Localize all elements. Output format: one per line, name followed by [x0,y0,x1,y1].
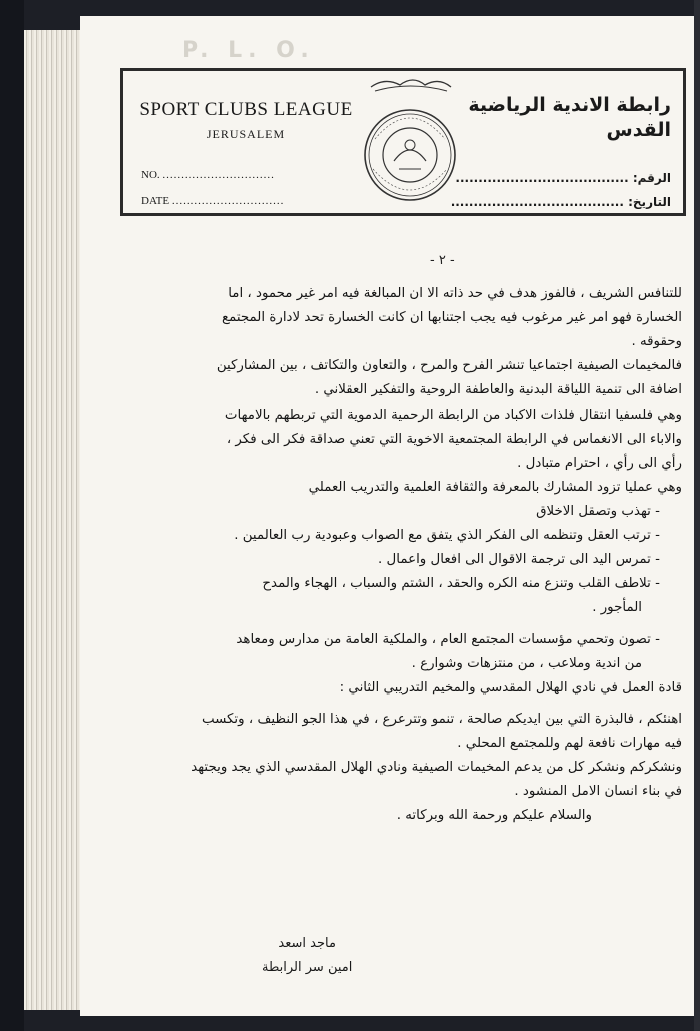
signature-block [262,932,352,980]
body-line: فالمخيمات الصيفية اجتماعيا تنشر الفرح والمرح ، والتعاون والتكاتف ، بين المشاركين [216,358,682,373]
bullet-line: - تهذب وتصقل الاخلاق [120,500,682,524]
ar-date-dots: ...................................... [450,195,624,209]
body-line: فيه مهارات نافعة لهم وللمجتمع المحلي . [457,736,682,751]
letterhead-date-field [141,195,284,207]
bleed-through-text: P. L. O. [182,38,315,63]
date-dots: .............................. [171,195,285,207]
body-line: رأي الى رأي ، احترام متبادل . [517,456,682,471]
body-line: المأجور . [592,600,642,615]
body-line: من اندية وملاعب ، من منتزهات وشوارع . [411,656,642,671]
body-line: اهنئكم ، فالبذرة التي بين ايديكم صالحة ، تنمو وتترعرع ، في هذا الجو النظيف ، وتكسب [201,712,682,727]
letterhead-english [133,99,359,142]
book-right-edge [694,0,700,1031]
ar-no-label: الرقم: [632,171,671,185]
body-line: وحقوقه . [631,334,682,349]
body-line: في بناء انسان الامل المنشود . [514,784,682,799]
letterhead-ar-no-field [455,171,671,185]
bullet-line: - تمرس اليد الى ترجمة الاقوال الى افعال واعمال . [120,548,682,572]
letterhead-en-city: JERUSALEM [206,127,286,141]
no-label: NO. [141,169,160,181]
letterhead-no-field [141,169,275,181]
league-seal-icon [355,73,465,213]
body-line: والسلام عليكم ورحمة الله وبركاته . [396,808,592,823]
signatory-title: امين سر الرابطة [262,960,353,975]
signatory-name: ماجد اسعد [278,936,336,951]
no-dots: .............................. [162,169,275,181]
ar-date-label: التاريخ: [628,195,671,209]
letterhead-ar-title: رابطة الاندية الرياضية [468,94,671,116]
page-number: - ٢ - [430,253,455,268]
body-line: الخسارة فهو امر غير مرغوب فيه يجب اجتنابها ان كانت الخسارة تحد لادارة المجتمع [222,310,682,325]
letterhead-arabic [461,93,671,142]
body-line: قادة العمل في نادي الهلال المقدسي والمخيم التدريبي الثاني : [339,680,682,695]
body-line: وهي فلسفيا انتقال فلذات الاكباد من الرابطة الرحمية الدموية التي تربطهم بالامهات [224,408,682,423]
date-label: DATE [141,195,170,207]
bullet-line: - تصون وتحمي مؤسسات المجتمع العام ، والملكية العامة من مدارس ومعاهد [120,628,682,652]
body-line: ونشكركم ونشكر كل من يدعم المخيمات الصيفية ونادي الهلال المقدسي الذي يجد ويجتهد [191,760,682,775]
letterhead-ar-city: القدس [606,118,671,141]
body-line: للتنافس الشريف ، فالفوز هدف في حد ذاته الا ان المبالغة فيه امر غير محمود ، اما [228,286,682,301]
book-binding [0,0,24,1031]
letterhead-ar-date-field [451,195,671,209]
page-stack-edges [24,30,88,1010]
body-line: وهي عمليا تزود المشارك بالمعرفة والثقافة العلمية والتدريب العملي [308,480,682,495]
ar-no-dots: ...................................... [455,171,629,185]
body-line: والاباء الى الانغماس في الرابطة المجتمعية الاخوية التي تعني صداقة فكر الى فكر ، [226,432,682,447]
letter-body [120,282,682,828]
body-line: اضافة الى تنمية اللياقة البدنية والعاطفة الروحية والتفكير العقلاني . [314,382,682,397]
bullet-line: - تلاطف القلب وتنزع منه الكره والحقد ، الشتم والسباب ، الهجاء والمدح [120,572,682,596]
letterhead-box [120,68,686,216]
letterhead-en-title: SPORT CLUBS LEAGUE [139,99,353,120]
bullet-line: - ترتب العقل وتنظمه الى الفكر الذي يتفق مع الصواب وعبودية رب العالمين . [120,524,682,548]
